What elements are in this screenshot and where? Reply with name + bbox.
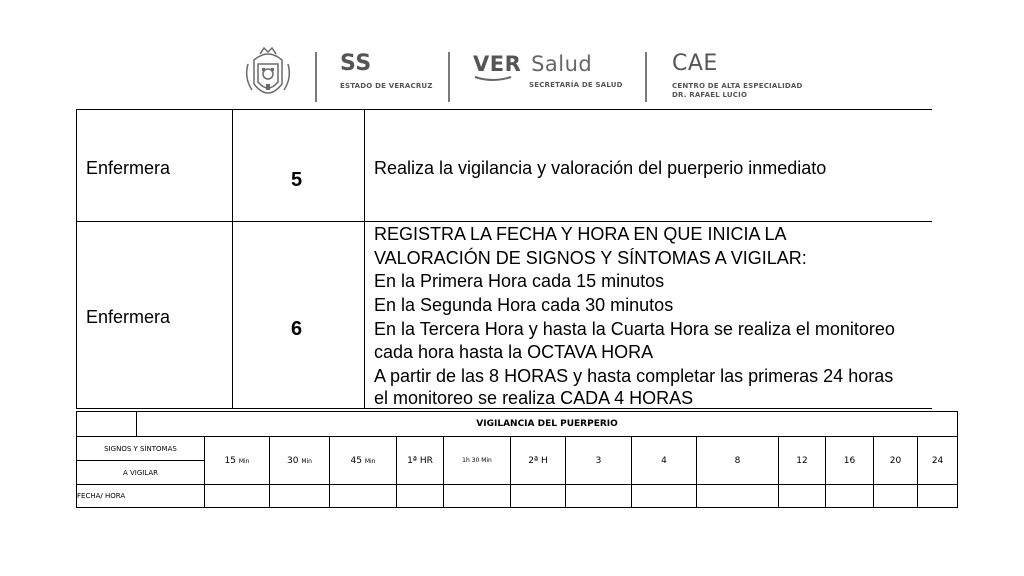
ss-title: SS — [340, 51, 372, 76]
description-line: En la Segunda Hora cada 30 minutos — [374, 295, 674, 315]
column-header: 20 — [874, 437, 918, 485]
process-table — [76, 109, 932, 409]
step-number: 6 — [291, 318, 303, 340]
description-line: A partir de las 8 HORAS y hasta completar las primeras 24 horas — [374, 366, 894, 386]
row-label: A VIGILAR — [77, 461, 205, 485]
separator — [645, 52, 647, 102]
column-header: 30 Min — [270, 437, 330, 485]
vigilance-table — [76, 411, 957, 511]
date-time-cell[interactable] — [397, 485, 444, 508]
column-header: 4 — [632, 437, 697, 485]
veracruz-seal-icon — [240, 44, 296, 108]
description-line: Realiza la vigilancia y valoración del puerperio inmediato — [374, 158, 827, 178]
date-time-cell[interactable] — [511, 485, 566, 508]
date-time-cell[interactable] — [566, 485, 632, 508]
ss-logo — [340, 52, 433, 91]
row-label: FECHA/ HORA — [77, 485, 205, 508]
row-label: SIGNOS Y SÍNTOMAS — [77, 437, 205, 461]
column-header: 1ª HR — [397, 437, 444, 485]
column-header: 1h 30 Min — [444, 437, 511, 485]
column-header: 15 Min — [205, 437, 270, 485]
table-border — [76, 109, 932, 110]
cae-line2: DR. RAFAEL LUCIO — [672, 91, 748, 99]
column-header: 16 — [826, 437, 874, 485]
column-header: 8 — [697, 437, 779, 485]
date-time-cell[interactable] — [918, 485, 958, 508]
ss-subtitle: ESTADO DE VERACRUZ — [340, 82, 433, 90]
separator — [448, 52, 450, 102]
date-time-cell[interactable] — [779, 485, 826, 508]
header-logos — [235, 40, 815, 110]
role-cell: Enfermera — [86, 307, 171, 327]
column-header: 2ª H — [511, 437, 566, 485]
date-time-cell[interactable] — [632, 485, 697, 508]
vigilance-title: VIGILANCIA DEL PUERPERIO — [137, 412, 958, 437]
date-time-cell[interactable] — [874, 485, 918, 508]
date-time-cell[interactable] — [270, 485, 330, 508]
table-border — [76, 109, 77, 409]
cae-title: CAE — [672, 51, 718, 76]
description-line: VALORACIÓN DE SIGNOS Y SÍNTOMAS A VIGILAR: — [374, 248, 807, 268]
smile-swoosh-icon — [473, 76, 513, 82]
column-header: 3 — [566, 437, 632, 485]
ver-salud-subtitle: SECRETARÍA DE SALUD — [529, 81, 623, 89]
date-time-cell[interactable] — [330, 485, 397, 508]
table-border — [232, 109, 233, 409]
description-line: En la Tercera Hora y hasta la Cuarta Hora se realiza el monitoreo — [374, 319, 895, 339]
date-time-cell[interactable] — [826, 485, 874, 508]
ver-salud-logo — [473, 52, 623, 89]
table-border — [364, 109, 365, 409]
column-header: 12 — [779, 437, 826, 485]
date-time-cell[interactable] — [205, 485, 270, 508]
description-line: el monitoreo se realiza CADA 4 HORAS — [374, 388, 694, 408]
cae-logo — [672, 52, 803, 100]
table-cell — [77, 412, 137, 437]
separator — [315, 52, 317, 102]
date-time-cell[interactable] — [697, 485, 779, 508]
column-header: 24 — [918, 437, 958, 485]
cae-line1: CENTRO DE ALTA ESPECIALIDAD — [672, 82, 803, 90]
role-cell: Enfermera — [86, 158, 171, 178]
description-line: cada hora hasta la OCTAVA HORA — [374, 342, 654, 362]
column-header: 45 Min — [330, 437, 397, 485]
ver-salud-title-bold: VER — [473, 52, 522, 76]
ver-salud-title-light: Salud — [531, 52, 593, 76]
description-line: En la Primera Hora cada 15 minutos — [374, 271, 665, 291]
date-time-cell[interactable] — [444, 485, 511, 508]
description-line: REGISTRA LA FECHA Y HORA EN QUE INICIA LA — [374, 224, 787, 244]
step-number: 5 — [291, 169, 303, 191]
